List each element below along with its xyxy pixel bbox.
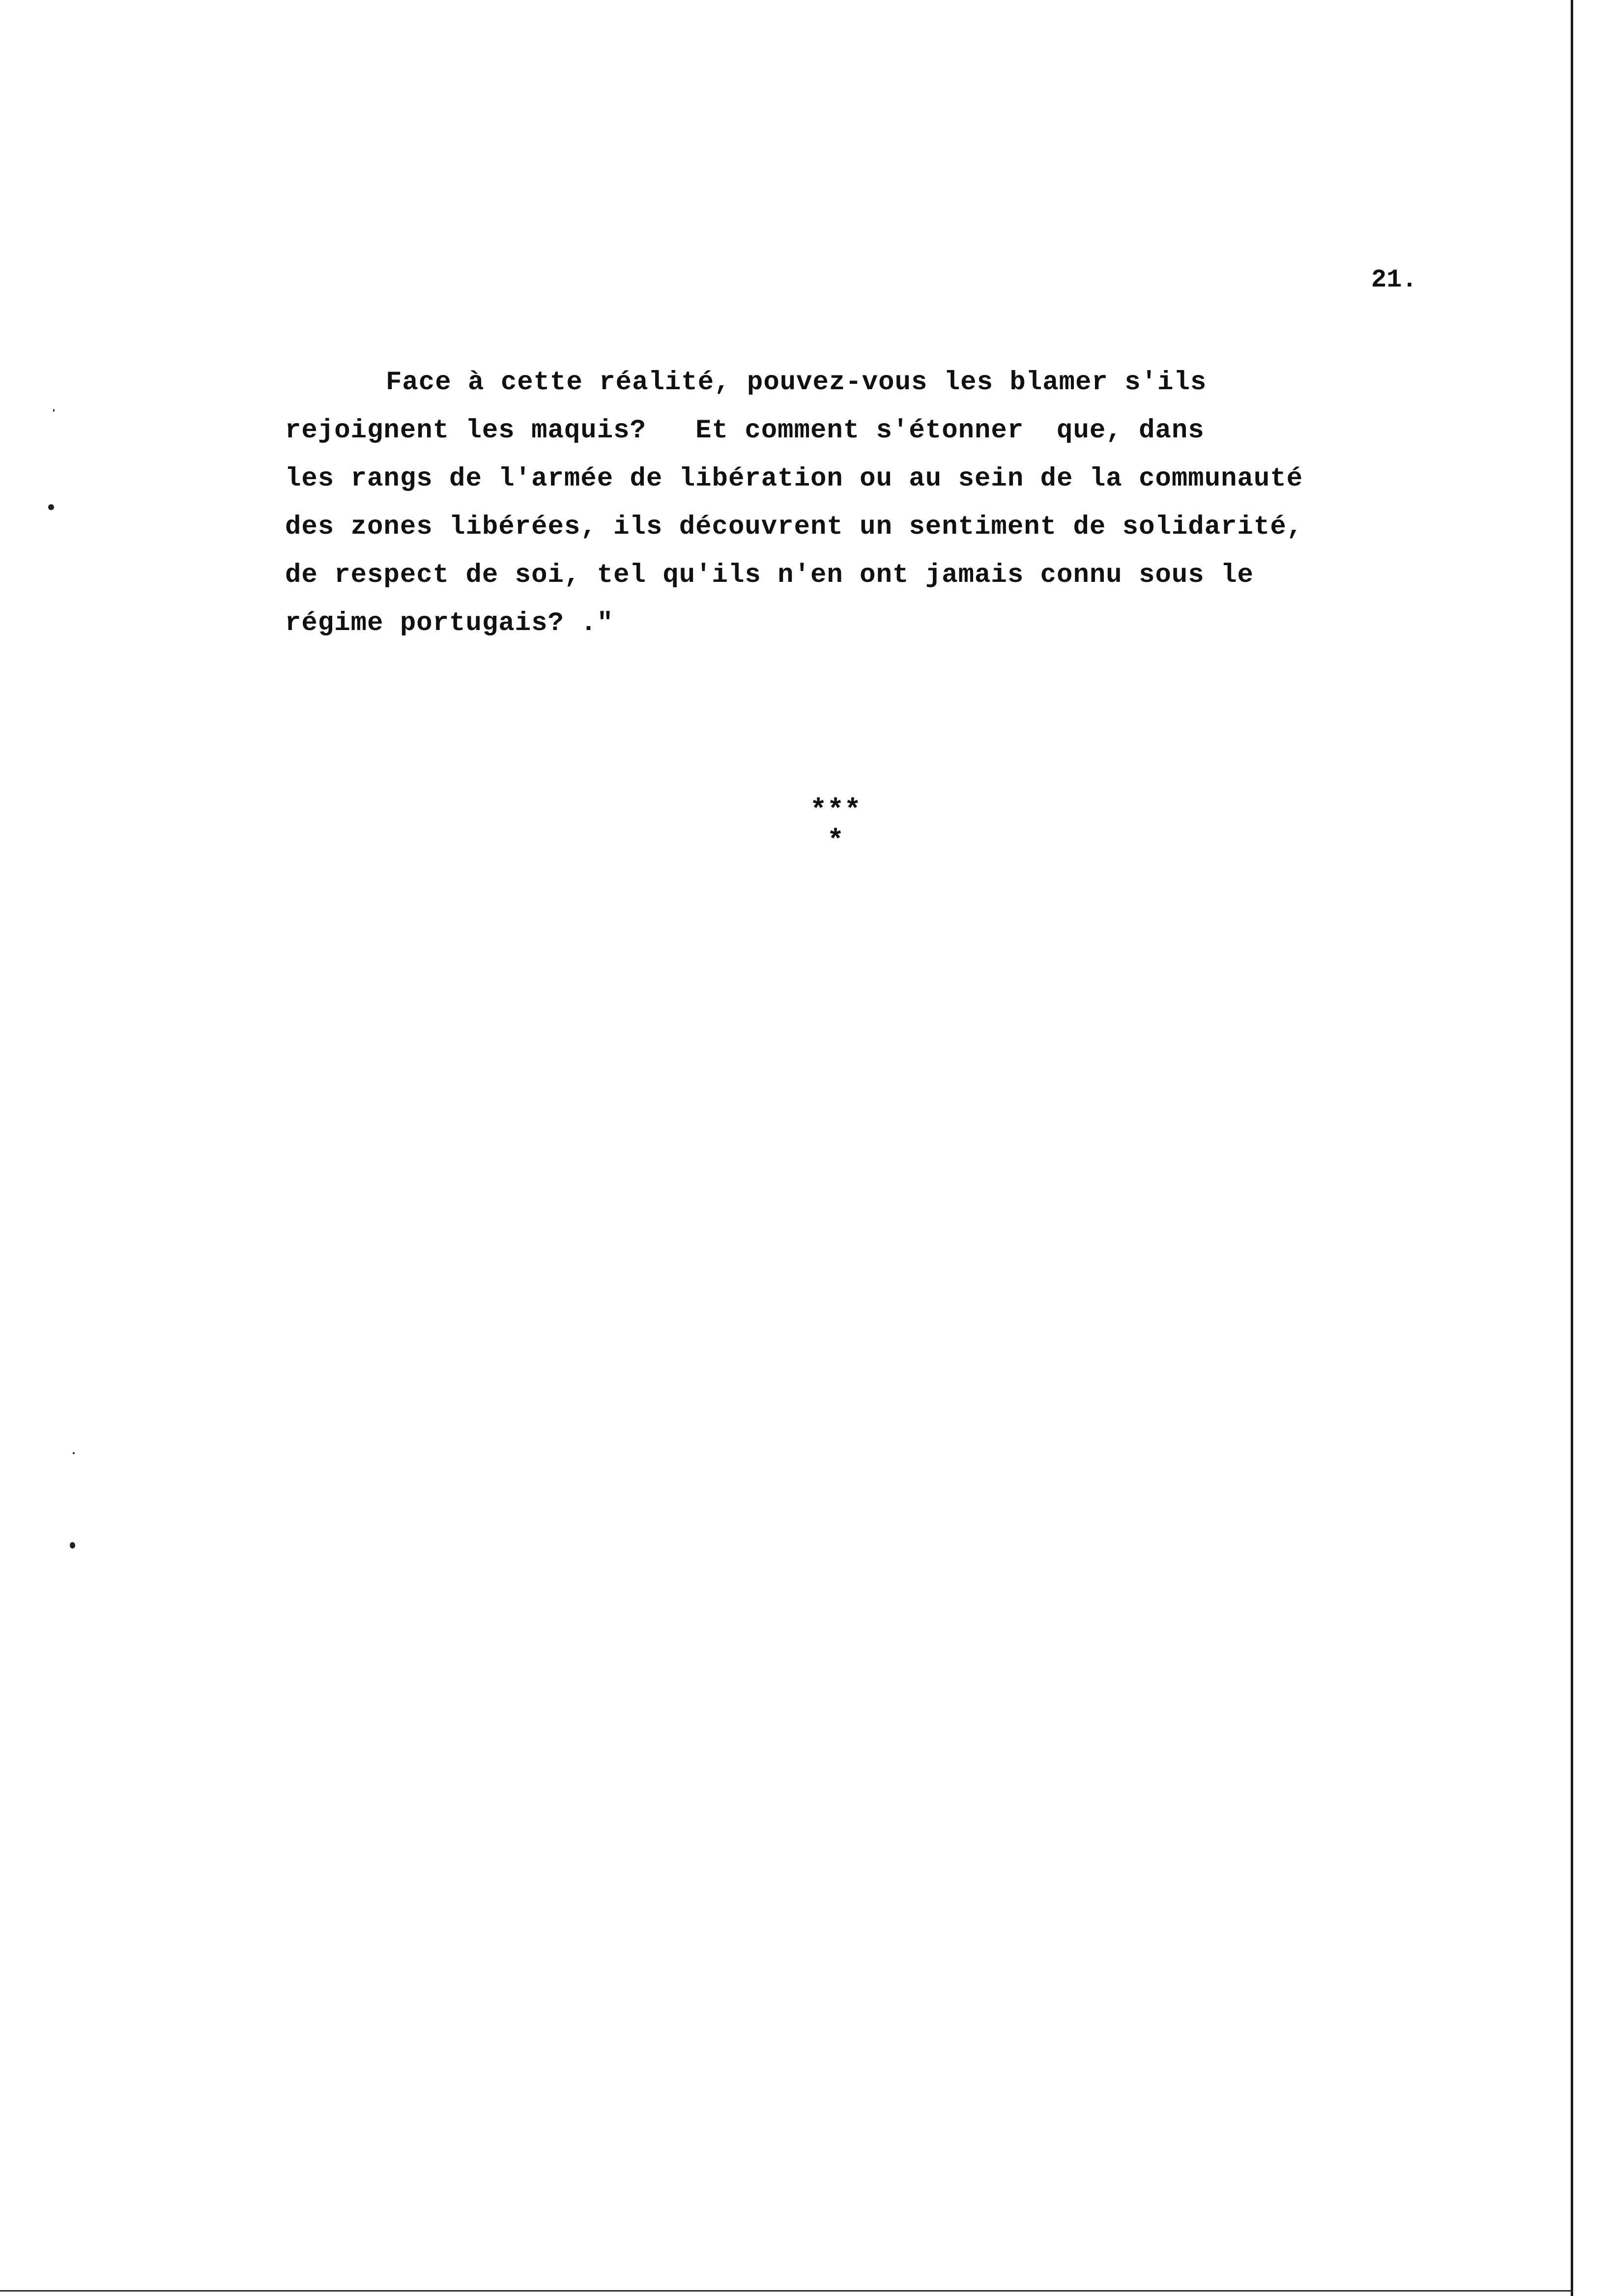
paragraph-line: les rangs de l'armée de libération ou au sein de la communauté bbox=[285, 464, 1303, 494]
page-number: 21. bbox=[1371, 265, 1417, 294]
paragraph-line: de respect de soi, tel qu'ils n'en ont jamais connu sous le bbox=[285, 560, 1254, 590]
scan-speck bbox=[48, 504, 54, 510]
separator-stars-top: *** bbox=[809, 795, 862, 827]
section-separator bbox=[777, 796, 894, 857]
paragraph-line: Face à cette réalité, pouvez-vous les blamer s'ils bbox=[386, 368, 1207, 398]
scan-speck bbox=[70, 1542, 75, 1549]
paragraph-line: régime portugais? ." bbox=[285, 608, 614, 638]
paragraph-line: des zones libérées, ils découvrent un sentiment de solidarité, bbox=[285, 512, 1303, 542]
scan-speck bbox=[53, 409, 55, 412]
paragraph-line: rejoignent les maquis? Et comment s'étonner que, dans bbox=[285, 416, 1205, 446]
page-bottom-edge bbox=[0, 2290, 1573, 2292]
page-right-edge bbox=[1571, 0, 1573, 2296]
scan-speck bbox=[73, 1452, 75, 1454]
paragraph bbox=[285, 359, 1303, 648]
separator-star-bottom: * bbox=[827, 826, 844, 858]
